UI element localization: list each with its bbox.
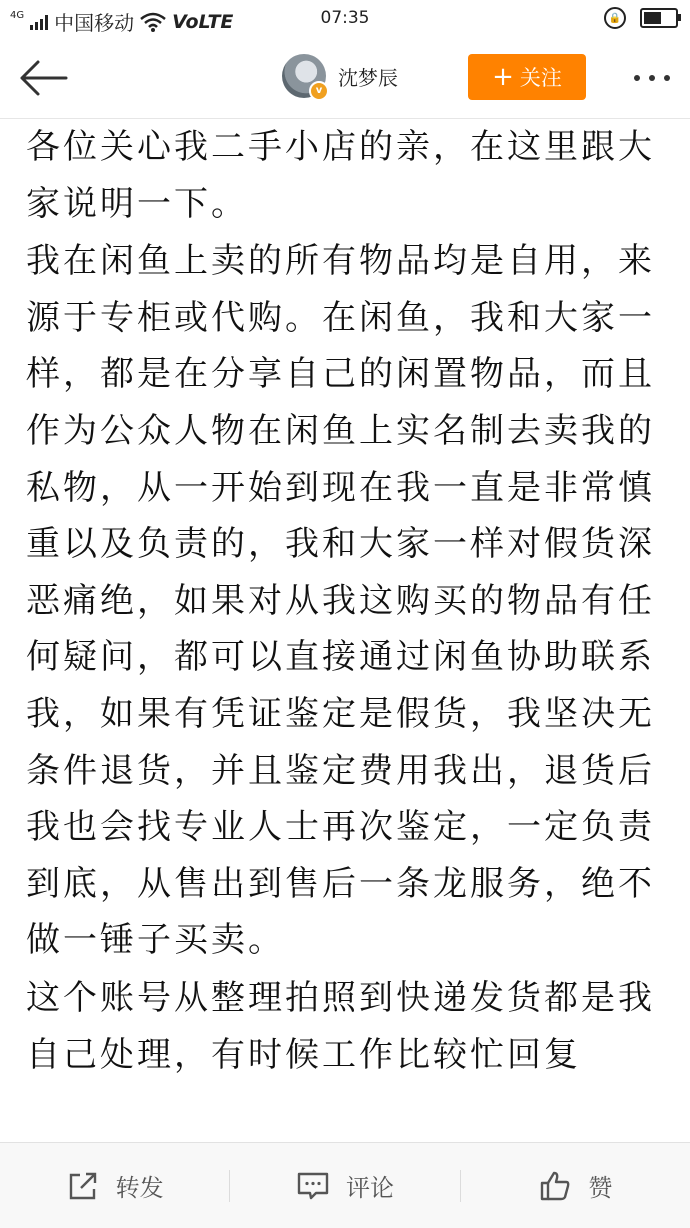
follow-button[interactable]	[468, 54, 586, 100]
thumbs-up-icon	[538, 1169, 572, 1203]
repost-button[interactable]	[0, 1143, 229, 1228]
plus-icon: +	[492, 62, 514, 92]
comment-label: 评论	[345, 1174, 394, 1202]
status-right	[604, 7, 678, 29]
bottom-action-bar	[0, 1142, 690, 1228]
follow-label: 关注	[519, 66, 562, 90]
like-label: 赞	[588, 1174, 613, 1202]
comment-icon	[296, 1169, 330, 1203]
author-info[interactable]	[282, 54, 398, 98]
volte-label: VoLTE	[172, 10, 234, 33]
battery-icon	[640, 8, 678, 28]
avatar[interactable]	[282, 54, 326, 98]
network-type: 4G	[10, 10, 25, 21]
back-arrow-icon[interactable]	[18, 58, 70, 98]
post-content	[26, 118, 662, 1142]
author-name[interactable]: 沈梦辰	[338, 65, 398, 90]
comment-button[interactable]	[230, 1143, 459, 1228]
verified-badge-icon: v	[309, 81, 329, 101]
share-icon	[66, 1169, 100, 1203]
carrier-name: 中国移动	[54, 11, 135, 35]
more-dots-icon[interactable]	[634, 75, 670, 81]
post-paragraph-3: 这个账号从整理拍照到快递发货都是我自己处理，有时候工作比较忙回复	[26, 977, 655, 1075]
battery-level	[644, 12, 661, 24]
rotation-lock-icon: 🔒	[604, 7, 626, 29]
nav-bar	[0, 38, 690, 119]
status-bar	[0, 0, 690, 38]
like-button[interactable]	[461, 1143, 690, 1228]
post-paragraph-2: 我在闲鱼上卖的所有物品均是自用，来源于专柜或代购。在闲鱼，我和大家一样，都是在分享自己的闲置物品，而且作为公众人物在闲鱼上实名制去卖我的私物，从一开始到现在我一直是非常慎重以及负责的，我和大家一样对假货深恶痛绝，如果对从我这购买的物品有任何疑问，都可以直接通过闲鱼协助联系我，如果有凭证鉴定是假货，我坚决无条件退货，并且鉴定费用我出，退货后我也会找专业人士再次鉴定，一定负责到底，从售出到售后一条龙服务，绝不做一锤子买卖。	[26, 241, 655, 961]
repost-label: 转发	[115, 1174, 164, 1202]
post-paragraph-1: 各位关心我二手小店的亲，在这里跟大家说明一下。	[26, 127, 655, 224]
status-time: 07:35	[320, 8, 370, 28]
